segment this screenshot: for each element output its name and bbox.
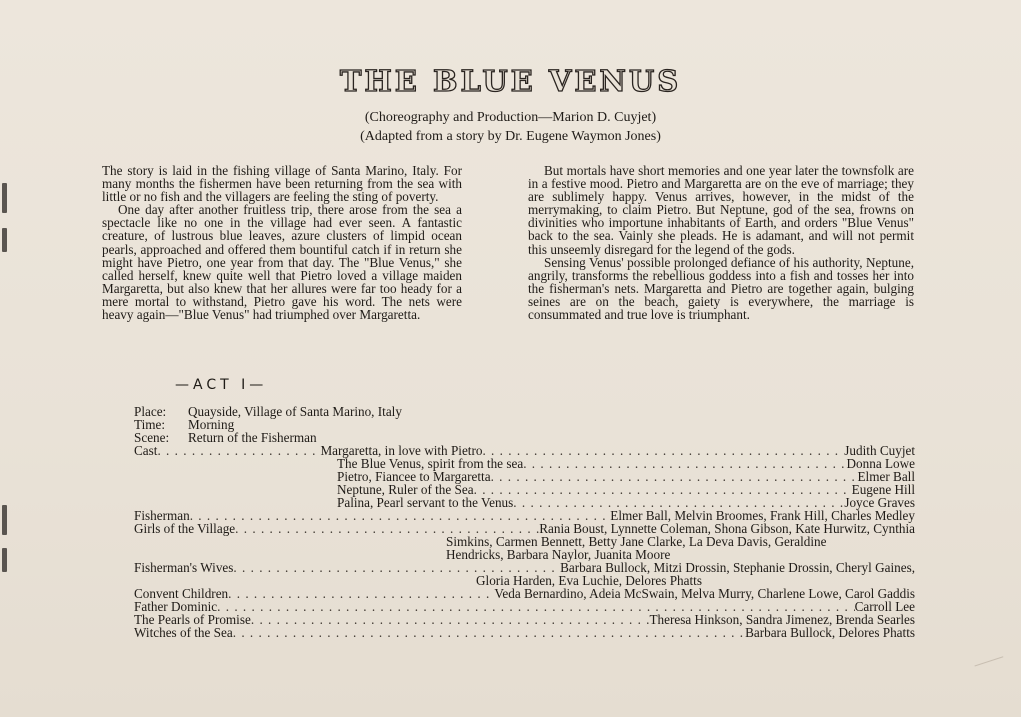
cast-row — [134, 444, 915, 457]
cast-label: Cast — [134, 443, 158, 458]
cast-name: Judith Cuyjet — [844, 443, 915, 458]
group-label: Girls of the Village — [134, 521, 236, 536]
page-title: THE BLUE VENUS — [339, 64, 682, 98]
cast-role: Margaretta, in love with Pietro — [320, 443, 483, 458]
story-right-column — [528, 164, 914, 321]
staple-mark — [2, 228, 7, 252]
cast-role: Palina, Pearl servant to the Venus — [337, 495, 514, 510]
scene-line — [134, 431, 317, 444]
staple-mark — [2, 183, 7, 213]
scene-label: Scene: — [134, 430, 170, 445]
group-row-convent — [134, 587, 915, 600]
group-label: Fisherman's Wives — [134, 560, 234, 575]
group-label: Witches of the Sea — [134, 625, 233, 640]
group-names: Barbara Bullock, Mitzi Drossin, Stephanie Drossin, Cheryl Gaines, — [560, 560, 915, 575]
group-label: Father Dominic — [134, 599, 218, 614]
leader-dots — [474, 483, 852, 496]
group-label: Fisherman — [134, 508, 190, 523]
group-names-continued: Simkins, Carmen Bennett, Betty Jane Clarke, La Deva Davis, Geraldine — [446, 534, 827, 549]
group-names: Veda Bernardino, Adeia McSwain, Melva Murry, Charlene Lowe, Carol Gaddis — [494, 586, 915, 601]
story-paragraph: The story is laid in the fishing village of Santa Marino, Italy. For many months the fishermen have been returning from the sea with little or no fish and the villagers are feeling the sting of poverty. — [102, 163, 462, 205]
group-names: Rania Boust, Lynnette Coleman, Shona Gibson, Kate Hurwitz, Cynthia — [539, 521, 915, 536]
leader-dots — [233, 626, 745, 639]
leader-dots — [523, 457, 846, 470]
story-paragraph: One day after another fruitless trip, there arose from the sea a spectacle like no one in the village had ever seen. A fantastic creature, of lustrous blue leaves, azure clusters of limpid ocean pearls, approached and offered them bountiful catch if in return she might have Pietro, one year from that day. The "Blue Venus," she called herself, knew quite well that Pietro loved a village maiden Margaretta, but also knew that her allures were far too heady for a mere mortal to withstand, Pietro gave his word. The nets were heavy again—"Blue Venus" had triumphed over Margaretta. — [102, 202, 462, 323]
act-heading: —ACT I— — [175, 377, 268, 393]
scene-value: Return of the Fisherman — [188, 430, 317, 445]
cast-name: Elmer Ball — [857, 469, 915, 484]
leader-dots — [251, 613, 650, 626]
time-value: Morning — [188, 417, 235, 432]
staple-mark — [2, 548, 7, 572]
group-label: The Pearls of Promise — [134, 612, 251, 627]
place-label: Place: — [134, 404, 167, 419]
credit-adapted: (Adapted from a story by Dr. Eugene Waymon Jones) — [360, 129, 661, 144]
story-paragraph: But mortals have short memories and one year later the townsfolk are in a festive mood. Pietro and Margaretta are on the eve of marriage; they are sublimely happy. Venus arrives, however, in the midst of the merrymaking, to claim Pietro. But Neptune, god of the sea, frowns on divinities who importune inhabitants of Earth, and orders "Blue Venus" back to the sea. Vainly she pleads. He is adamant, and will not permit this unseemly disregard for the legend of the gods. — [528, 163, 914, 257]
pencil-mark — [973, 651, 1004, 667]
story-left-column — [102, 164, 462, 321]
cast-role: The Blue Venus, spirit from the sea — [337, 456, 524, 471]
story-paragraph: Sensing Venus' possible prolonged defiance of his authority, Neptune, angrily, transforms the rebellious goddess into a fish and tosses her into the fisherman's nets. Margaretta and Pietro are together again, bulging seines are on the beach, gaiety is everywhere, the marriage is consummated and true love is triumphant. — [528, 254, 914, 323]
group-names-continued: Gloria Harden, Eva Luchie, Delores Phatts — [476, 573, 702, 588]
group-names: Carroll Lee — [854, 599, 915, 614]
group-names: Elmer Ball, Melvin Broomes, Frank Hill, Charles Medley — [610, 508, 915, 523]
cast-role: Pietro, Fiancee to Margaretta — [337, 469, 491, 484]
cast-name: Eugene Hill — [851, 482, 915, 497]
place-value: Quayside, Village of Santa Marino, Italy — [188, 404, 402, 419]
group-names: Barbara Bullock, Delores Phatts — [745, 625, 915, 640]
group-label: Convent Children — [134, 586, 229, 601]
cast-name: Donna Lowe — [846, 456, 915, 471]
leader-dots — [157, 444, 320, 457]
credit-choreography: (Choreography and Production—Marion D. Cuyjet) — [364, 110, 657, 125]
time-label: Time: — [134, 417, 166, 432]
group-row-witches — [134, 626, 915, 639]
cast-name: Joyce Graves — [844, 495, 915, 510]
place-line — [134, 405, 402, 418]
leader-dots — [228, 587, 494, 600]
leader-dots — [491, 470, 858, 483]
leader-dots — [482, 444, 844, 457]
group-names-continued: Hendricks, Barbara Naylor, Juanita Moore — [446, 547, 671, 562]
cast-role: Neptune, Ruler of the Sea — [337, 482, 474, 497]
group-names: Theresa Hinkson, Sandra Jimenez, Brenda Searles — [649, 612, 915, 627]
staple-mark — [2, 505, 7, 535]
